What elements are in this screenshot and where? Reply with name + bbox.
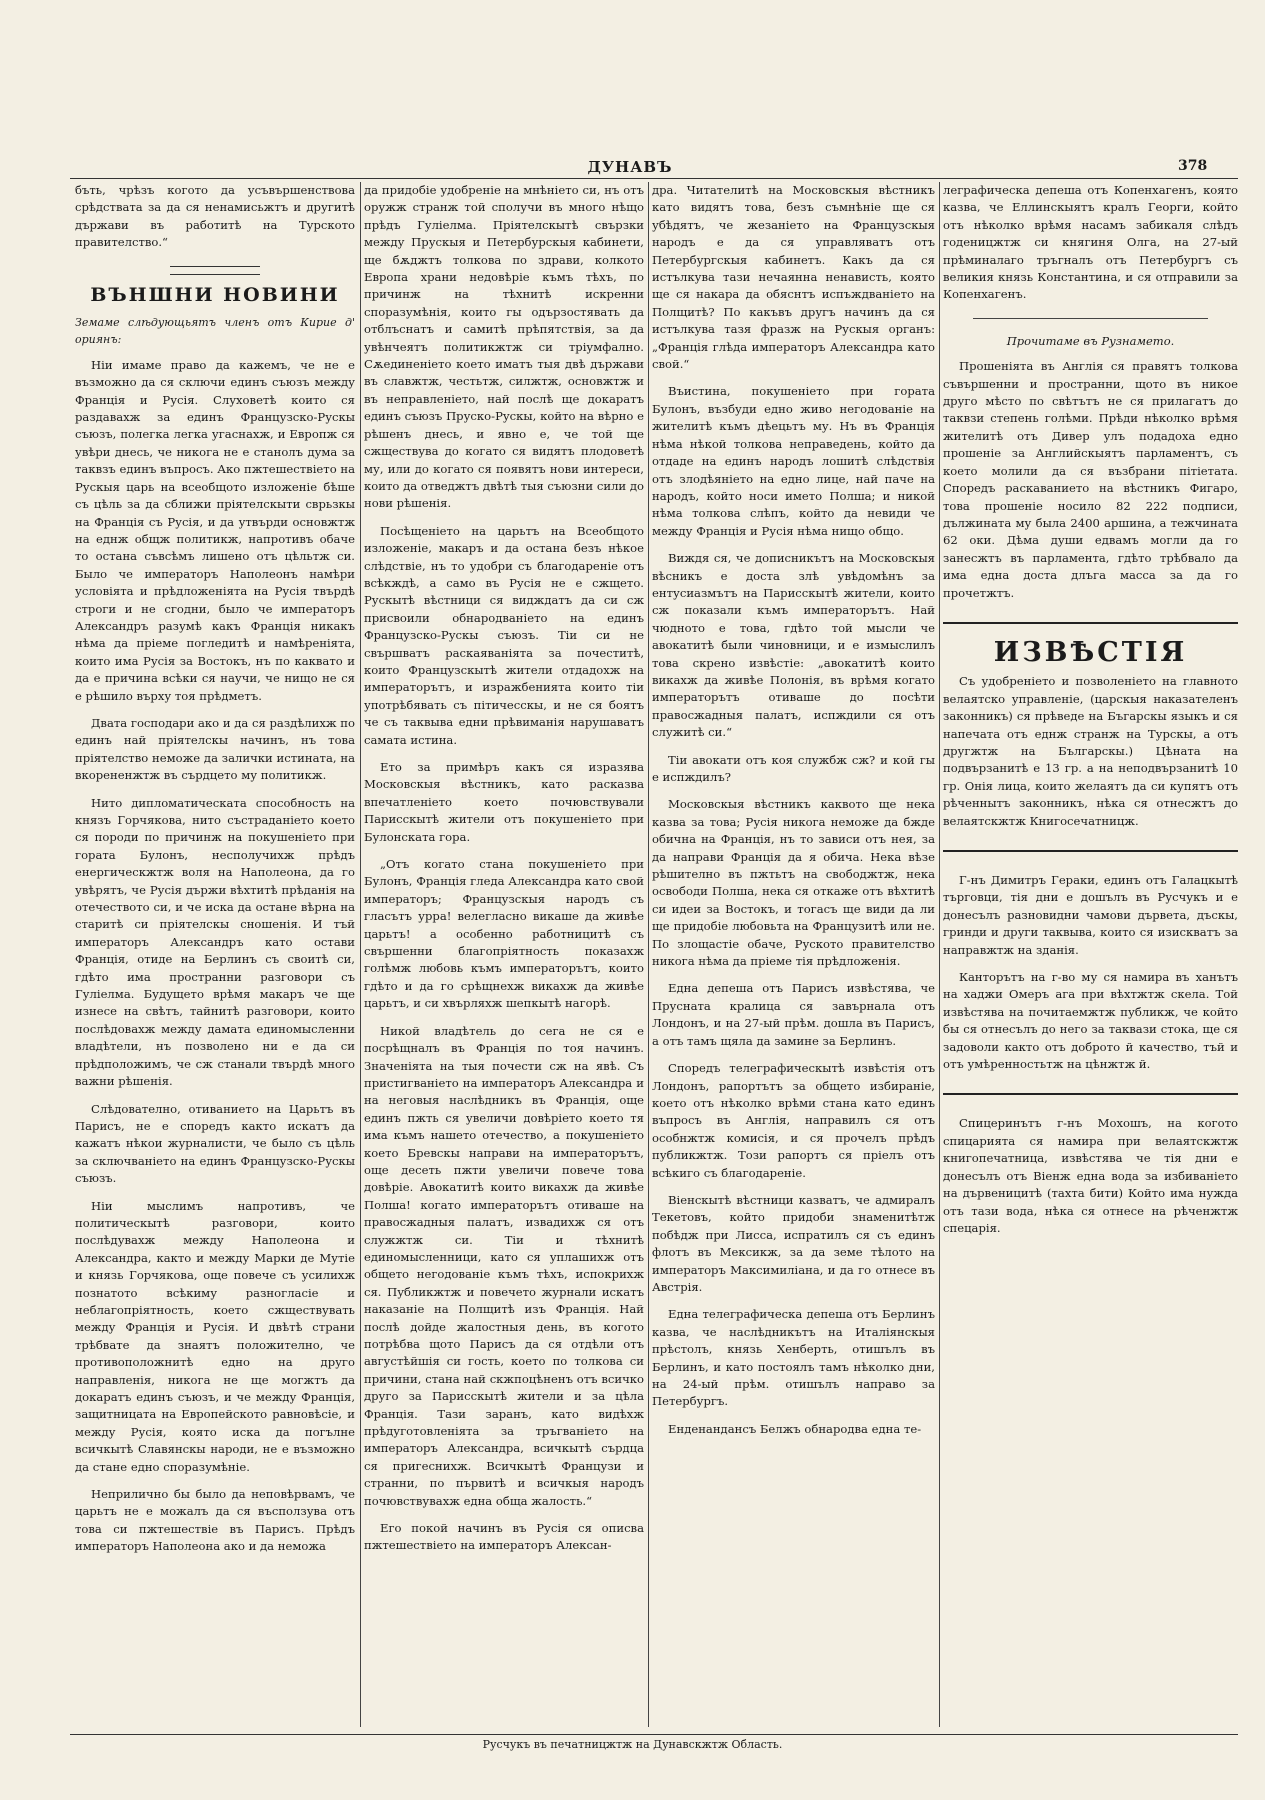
section-heading-foreign-news: ВЪНШНИ НОВИНИ bbox=[90, 283, 340, 306]
column-divider bbox=[939, 182, 940, 1727]
paragraph: Слѣдователно, отиванието на Царьтъ въ Парисъ, не е споредъ както искатъ да кажатъ нѣкои журналисти, че было съ цѣль за сключваніето на единъ Французско-Рускы съюзъ. bbox=[75, 1101, 355, 1186]
paragraph: Споредъ телеграфическытѣ извѣстія отъ Лондонъ, рапортътъ за общето избираніе, което отъ нѣколко врѣми стана като единъ въпросъ въ Англія, направилъ ся отъ особнжтж комисія, и ся прочелъ прѣдъ публикжтж. Този рапортъ ся пріелъ отъ всѣкиго съ благодареніе. bbox=[652, 1061, 935, 1180]
paragraph: Енденандансъ Белжъ обнародва една те- bbox=[668, 1421, 922, 1436]
paragraph: Канторътъ на г-во му ся намира въ ханътъ на хаджи Омеръ ага при вѣхтжтж скела. Той извѣстява на почитаемжтж публикж, че който бы ся отнесълъ до него за таквази стока, ще ся задоволи както отъ доброто й качество, тъй и отъ умѣренностьтж на цѣнжтж й. bbox=[943, 970, 1238, 1072]
ornament-divider bbox=[170, 266, 260, 275]
divider bbox=[973, 318, 1208, 319]
paragraph: Ніи имаме право да кажемъ, че не е възможно да ся сключи единъ съюзъ между Франція и Русія. Слуховетѣ които ся раздавахж за единъ Французско-Рускы съюзъ, полегка легка угаснахж, и Европж ся увѣри днесь, че никога не е станолъ дума за таквзъ единъ въпросъ. Ако пжтешествіето на Рускыя царь на всеобщото изложеніе бѣше съ цѣль за да сближи пріятелскыти сврьзкы на Франція съ Русія, и да утвърди основжтж на еднж общж политикж, напротивъ обаче то остана съвсѣмъ лишено отъ цѣльтж си. Было че императоръ Наполеонъ намѣри условіята и прѣдложеніята на Русія твърдѣ строги и не сгодни, было че императоръ Александръ разумѣ какъ Франція никакъ нѣма да пріеме погледитѣ и намѣреніята, които има Русія за Востокъ, нъ по каквато и да е причина всѣки ся научи, че нищо не ся е рѣшило върху тоя прѣдметъ. bbox=[75, 357, 355, 703]
paragraph: Ето за примѣръ какъ ся изразява Московскыя вѣстникъ, като расказва впечатленіето което почювствували Парисскытѣ жители отъ покушеніето при Булонската гора. bbox=[364, 760, 644, 844]
column-2 bbox=[364, 182, 644, 1722]
paragraph: Никой владѣтель до сега не ся е посрѣщналъ въ Франція по тоя начинъ. Значеніята на тыя почести сж на явѣ. Съ пристигваніето на императоръ Александра и на неговыя наслѣдникъ въ Франція, още единъ пжть ся увеличи довѣріето което тя има къмъ нашето отечество, а покушеніето което Бревскы направи на императорътъ, още десеть пжти увеличи повече това довѣріе. Авокатитѣ които викахж да живѣе Полша! когато императорътъ отиваше на правосжадныя палатъ, извадихж ся отъ служжтж си. Тіи и тѣхнитѣ единомысленници, като ся уплашихж отъ общето негодованіе къмъ тѣхъ, испокрихж ся. Публикжтж и повечето журнали искатъ наказаніе на Полщитѣ изъ Франція. Най послѣ дойде жалостныя день, въ когото потрѣбва щото Парисъ да ся отдѣли отъ августѣйшія си гость, което по толкова си причини, стана най скжпоцѣненъ отъ всичко друго за Парисскытѣ жители и за цѣла Франція. Тази заранъ, като видѣхж прѣдуготовленіята за тръгваніето на императоръ Александра, всичкытѣ сърдца ся пригеснихж. Всичкытѣ Французи и странни, по първитѣ и всичкыя народъ почювствувахж една обща жалость.“ bbox=[364, 1023, 644, 1508]
paragraph: Съ удобреніето и позволеніето на главното велаятско управленіе, (царскыя наказателенъ законникъ) ся прѣведе на Бъгарскы языкъ и ся напечата отъ еднж странж на Турскы, а отъ другжтж на Българскы.) Цѣната на подвързанитѣ е 13 гр. а на неподвързанитѣ 10 гр. Онія лица, които желаятъ да си купятъ отъ рѣченнытъ законникъ, нѣка ся отнесжтъ до велаятскжтж Книгосечатницж. bbox=[943, 674, 1238, 828]
column-divider bbox=[648, 182, 649, 1727]
divider bbox=[943, 850, 1238, 852]
paragraph: Виждя ся, че дописникътъ на Московскыя вѣсникъ е доста злѣ увѣдомѣнъ за ентусиазмътъ на Парисскытѣ жители, които сж показали къмъ императорътъ. Най чюдното е това, гдѣто той мысли че авокатитѣ были чиновници, и е измыслилъ това скрено извѣстіе: „авокатитѣ които викахж да живѣе Полонія, въ врѣмя когато императорътъ отиваше до посѣти правосжадныя палатъ, испждили ся отъ служитѣ си.“ bbox=[652, 551, 935, 740]
paragraph: дра. Читателитѣ на Московскыя вѣстникъ като видятъ това, безъ съмнѣніе ще ся убѣдятъ, че жезаніето на Французскыя народъ е да ся управляватъ отъ Петербургскыя кабинетъ. Какъ да ся истълкува тази нечаянна ненависть, която ще ся накара да обяснтъ испъждваніето на Полщитѣ? По какъвъ другъ начинъ да ся истълкува тазя фразж на Рускыя органъ: „Франція глѣда императоръ Александра като свой.“ bbox=[652, 183, 935, 372]
article-intro: Земаме слѣдующьятъ членъ отъ Кирие д' ориянъ: bbox=[75, 316, 355, 347]
paragraph: Една телеграфическа депеша отъ Берлинъ казва, че наслѣдникътъ на Италіянскыя прѣстолъ, князь Хенберть, отишълъ въ Берлинъ, и като постоялъ тамъ нѣколко дни, на 24-ый прѣм. отишълъ направо за Петербургъ. bbox=[652, 1307, 935, 1409]
article-intro: Прочитаме въ Рузнамето. bbox=[1006, 333, 1175, 348]
paragraph: Его покой начинъ въ Русія ся описва пжтешествіето на императоръ Алексан- bbox=[364, 1521, 644, 1553]
column-3 bbox=[652, 182, 935, 1722]
section-heading-announcements: ИЗВѢСТІЯ bbox=[993, 636, 1188, 668]
paragraph: бъть, чрѣзъ когото да усъвършенствова срѣдствата за да ся ненамисьжтъ и другитѣ държави въ работитѣ на Турското правителство.“ bbox=[75, 183, 355, 250]
paragraph: Въистина, покушеніето при горатa Булонъ, възбуди едно живо негодованіе на жителитѣ къмъ дѣецьтъ му. Нъ въ Франція нѣма нѣкой толкова неправедень, който да отдаде на единъ народъ лошитѣ слѣдствія отъ злодѣяніето на едно лице, най паче на народъ, който носи името Полша; и никой нѣма толкова слѣпъ, който да невиди че между Франція и Русія нѣма нищо общо. bbox=[652, 384, 935, 538]
paragraph: Прошеніята въ Англія ся правятъ толкова съвършенни и пространни, щото въ никое друго мѣсто по свѣтътъ не ся прилагатъ до таквзи степень голѣми. Прѣди нѣколко врѣмя жителитѣ отъ Дивер улъ подадоха едно прошеніе за Английскыятъ парламентъ, съ което молили да ся възбрани пітіетата. Споредъ раскаванието на вѣстникъ Фигаро, това прошеніе носило 82 222 подписи, дължината му была 2400 аршина, а тежчината 62 оки. Дѣма души едвамъ могли да го занесжтъ въ парламента, гдѣто трѣбвало да има една доста длъга масса за да го прочетжтъ. bbox=[943, 359, 1238, 600]
paragraph: Ніи мыслимъ напротивъ, че политическытѣ разговори, които послѣдувахж между Наполеона и Александра, както и между Марки де Мутіе и князь Горчякова, още повече съ усилихж познатото всѣкиму разногласіе и неблагопріятность, което сжществувать между Франція и Русія. И двѣтѣ страни трѣбвате да знаятъ положително, че противоположнитѣ едно на друго направленія, никога не ще могжтъ да докаратъ единъ съюзъ, и че между Франція, защитницата на Европейското равновѣсіе, и между Русія, която иска да погълне всичкытѣ Славянскы народи, не е възможно да стане едно споразумѣніе. bbox=[75, 1198, 355, 1474]
column-divider bbox=[360, 182, 361, 1727]
paragraph: да придобіе удобреніе на мнѣніето си, нъ отъ оружж странж той сполучи въ много нѣщо прѣдъ Гуліелма. Пріятелскытѣ свързки между Прускыя и Петербурскыя кабинети, ще бѫджтъ толкова по здрави, колкото Европа храни недовѣріе къмъ тѣхъ, по причинж на тѣхнитѣ искренни споразумѣнія, които гы одързостявать да отблъснатъ и самитѣ прѣпятствія, за да увѣнчеятъ политикжтж си тріумфално. Сѫединеніето което иматъ тыя двѣ държави въ славжтж, честьтж, силжтж, основжтж и въ неправленіето, най послѣ ще докаратъ единъ съюзъ Пруско-Рускы, който на вѣрно е рѣшенъ днесь, и явно е, че той ще сжществува до когато ся видятъ плодоветѣ му, или до когато ся появятъ нови интереси, които да отведжтъ двѣтѣ тыя съюзни сили до нови рѣшенія. bbox=[364, 183, 644, 511]
paragraph: Една депеша отъ Парисъ извѣстява, че Прусната кралица ся завърнала отъ Лондонъ, и на 27-ый прѣм. дошла въ Парисъ, а отъ тамъ щяла да замине за Берлинъ. bbox=[652, 981, 935, 1048]
paragraph: Двата господари ако и да ся раздѣлихж по единъ най пріятелскы начинъ, нъ това пріятелство неможе да залички истината, на вкорененжтж въ сърдцето му политикж. bbox=[75, 715, 355, 783]
divider bbox=[943, 1093, 1238, 1095]
page-number: 378 bbox=[1178, 158, 1208, 174]
paragraph: „Отъ когато стана покушеніето при Булонъ, Франція гледа Александра като свой императоръ; Французскыя народъ съ гласътъ урра! велегласно викаше да живѣе царьтъ! а особенно работницитѣ съ свършенни благопріятность показахж голѣмж любовь къмъ императорътъ, които гдѣто и да го срѣщнехж викахж да живѣе царьтъ, и си хвърляхж шепкытѣ нагорѣ. bbox=[364, 857, 644, 1011]
footer-rule bbox=[70, 1734, 1238, 1735]
divider bbox=[943, 622, 1238, 624]
paragraph: Спицеринътъ г-нъ Мохошъ, на когото спицарията ся намира при велаятскжтж книгопечатница, извѣстява че тія дни е донесълъ отъ Віенж една вода за избиваніето на дървеницитѣ (тахта бити) Който има нужда отъ тази вода, нѣка ся отнесе на рѣченжтж спецарія. bbox=[943, 1116, 1238, 1235]
column-1 bbox=[75, 182, 355, 1722]
paragraph: Нито дипломатическата способность на князъ Горчякова, нито състраданіето което ся породи по причинж на покушеніето при гората Булонъ, несполучихж прѣдъ енергическжтж воля на Наполеона, да го увѣрятъ, че Русія държи вѣхтитѣ прѣданія на отечеството си, и че иска да остане вѣрна на старитѣ си пріятелскы сношенія. И тъй императоръ Александръ като остави Франція, отиде на Берлинъ съ своитѣ си, гдѣто има пространни разговори съ Гуліелма. Будущето врѣмя макаръ че ще изнесе на свѣтъ, тайнитѣ разговори, които послѣдовахж между дамата единомысленни владѣтели, нъ позволено ни е да си прѣдположимъ, че сж станали твърдѣ много важни рѣшенія. bbox=[75, 795, 355, 1089]
paragraph: Неприлично бы было да неповѣрвамъ, че царьтъ не е можалъ да ся въсползува отъ това си пжтешествіе въ Парисъ. Прѣдъ императоръ Наполеона ако и да неможа bbox=[75, 1487, 355, 1554]
paragraph: Тіи авокати отъ коя службж сж? и кой гы е испждилъ? bbox=[652, 752, 935, 784]
newspaper-title: ДУНАВЪ bbox=[587, 158, 673, 176]
paragraph: Віенскытѣ вѣстници казватъ, че адмиралъ Текетовъ, който придоби знаменитѣтж побѣдж при Лисса, испратилъ ся съ единъ флотъ въ Мексикж, за да земе тѣлото на императоръ Максимиліана, и да го отнесе въ Австрія. bbox=[652, 1192, 935, 1294]
paragraph: Г-нъ Димитръ Гераки, единъ отъ Галацкытѣ търговци, тія дни е дошълъ въ Русчукъ и е донесълъ разновидни чамови дървета, дъскы, гринди и други таквыва, които ся изискватъ за направжтж на зданія. bbox=[943, 873, 1238, 957]
paragraph: Московскыя вѣстникъ каквото ще нека казва за това; Русія никога неможе да бжде обична на Франція, нъ то зависи отъ нея, за да направи Франція да я обича. Нека вѣзе рѣшително въ пжтьтъ на свободжтж, нека освободи Полша, нека ся откаже отъ вѣхтитѣ си идеи за Востокъ, и тогасъ ще види да ли ще придобіе любовьта на Французитѣ или не. По злощастіе обаче, Руското правителство никога нѣма да пріеме тія прѣдложенія. bbox=[652, 797, 935, 969]
paragraph: леграфическа депеша отъ Копенхагенъ, която казва, че Еллинскыятъ кралъ Георги, който отъ нѣколко врѣмя насамъ забикаля слѣдъ годеницжтж си княгиня Олга, на 27-ый прѣминалаго тръгналъ отъ Петербургъ съ великия князь Константина, и ся отправили за Копенхагенъ. bbox=[943, 183, 1238, 302]
paragraph: Посѣщеніето на царьтъ на Всеобщото изложеніе, макаръ и да остана безъ нѣкое слѣдствіе, нъ то удобри съ благодареніе отъ всѣкждѣ, а само въ Русія не е сжщето. Рускытѣ вѣстници ся видждатъ да си сж присвоили обнародваніето на единъ Французско-Рускы съюзъ. Тіи си не свършватъ раскаяваніята за почеститѣ, които Французскытѣ жители отдадохж на императорътъ, и изражбенията които тіи употрѣбявать съ пітичесскы, и не ся боятъ че съ таквыва едни прѣвиманія нарушаватъ самата истина. bbox=[364, 523, 644, 747]
column-4 bbox=[943, 182, 1238, 1722]
imprint-footer: Русчукъ въ печатницжтж на Дунавскжтж Область. bbox=[482, 1738, 783, 1751]
header-rule bbox=[70, 178, 1238, 179]
